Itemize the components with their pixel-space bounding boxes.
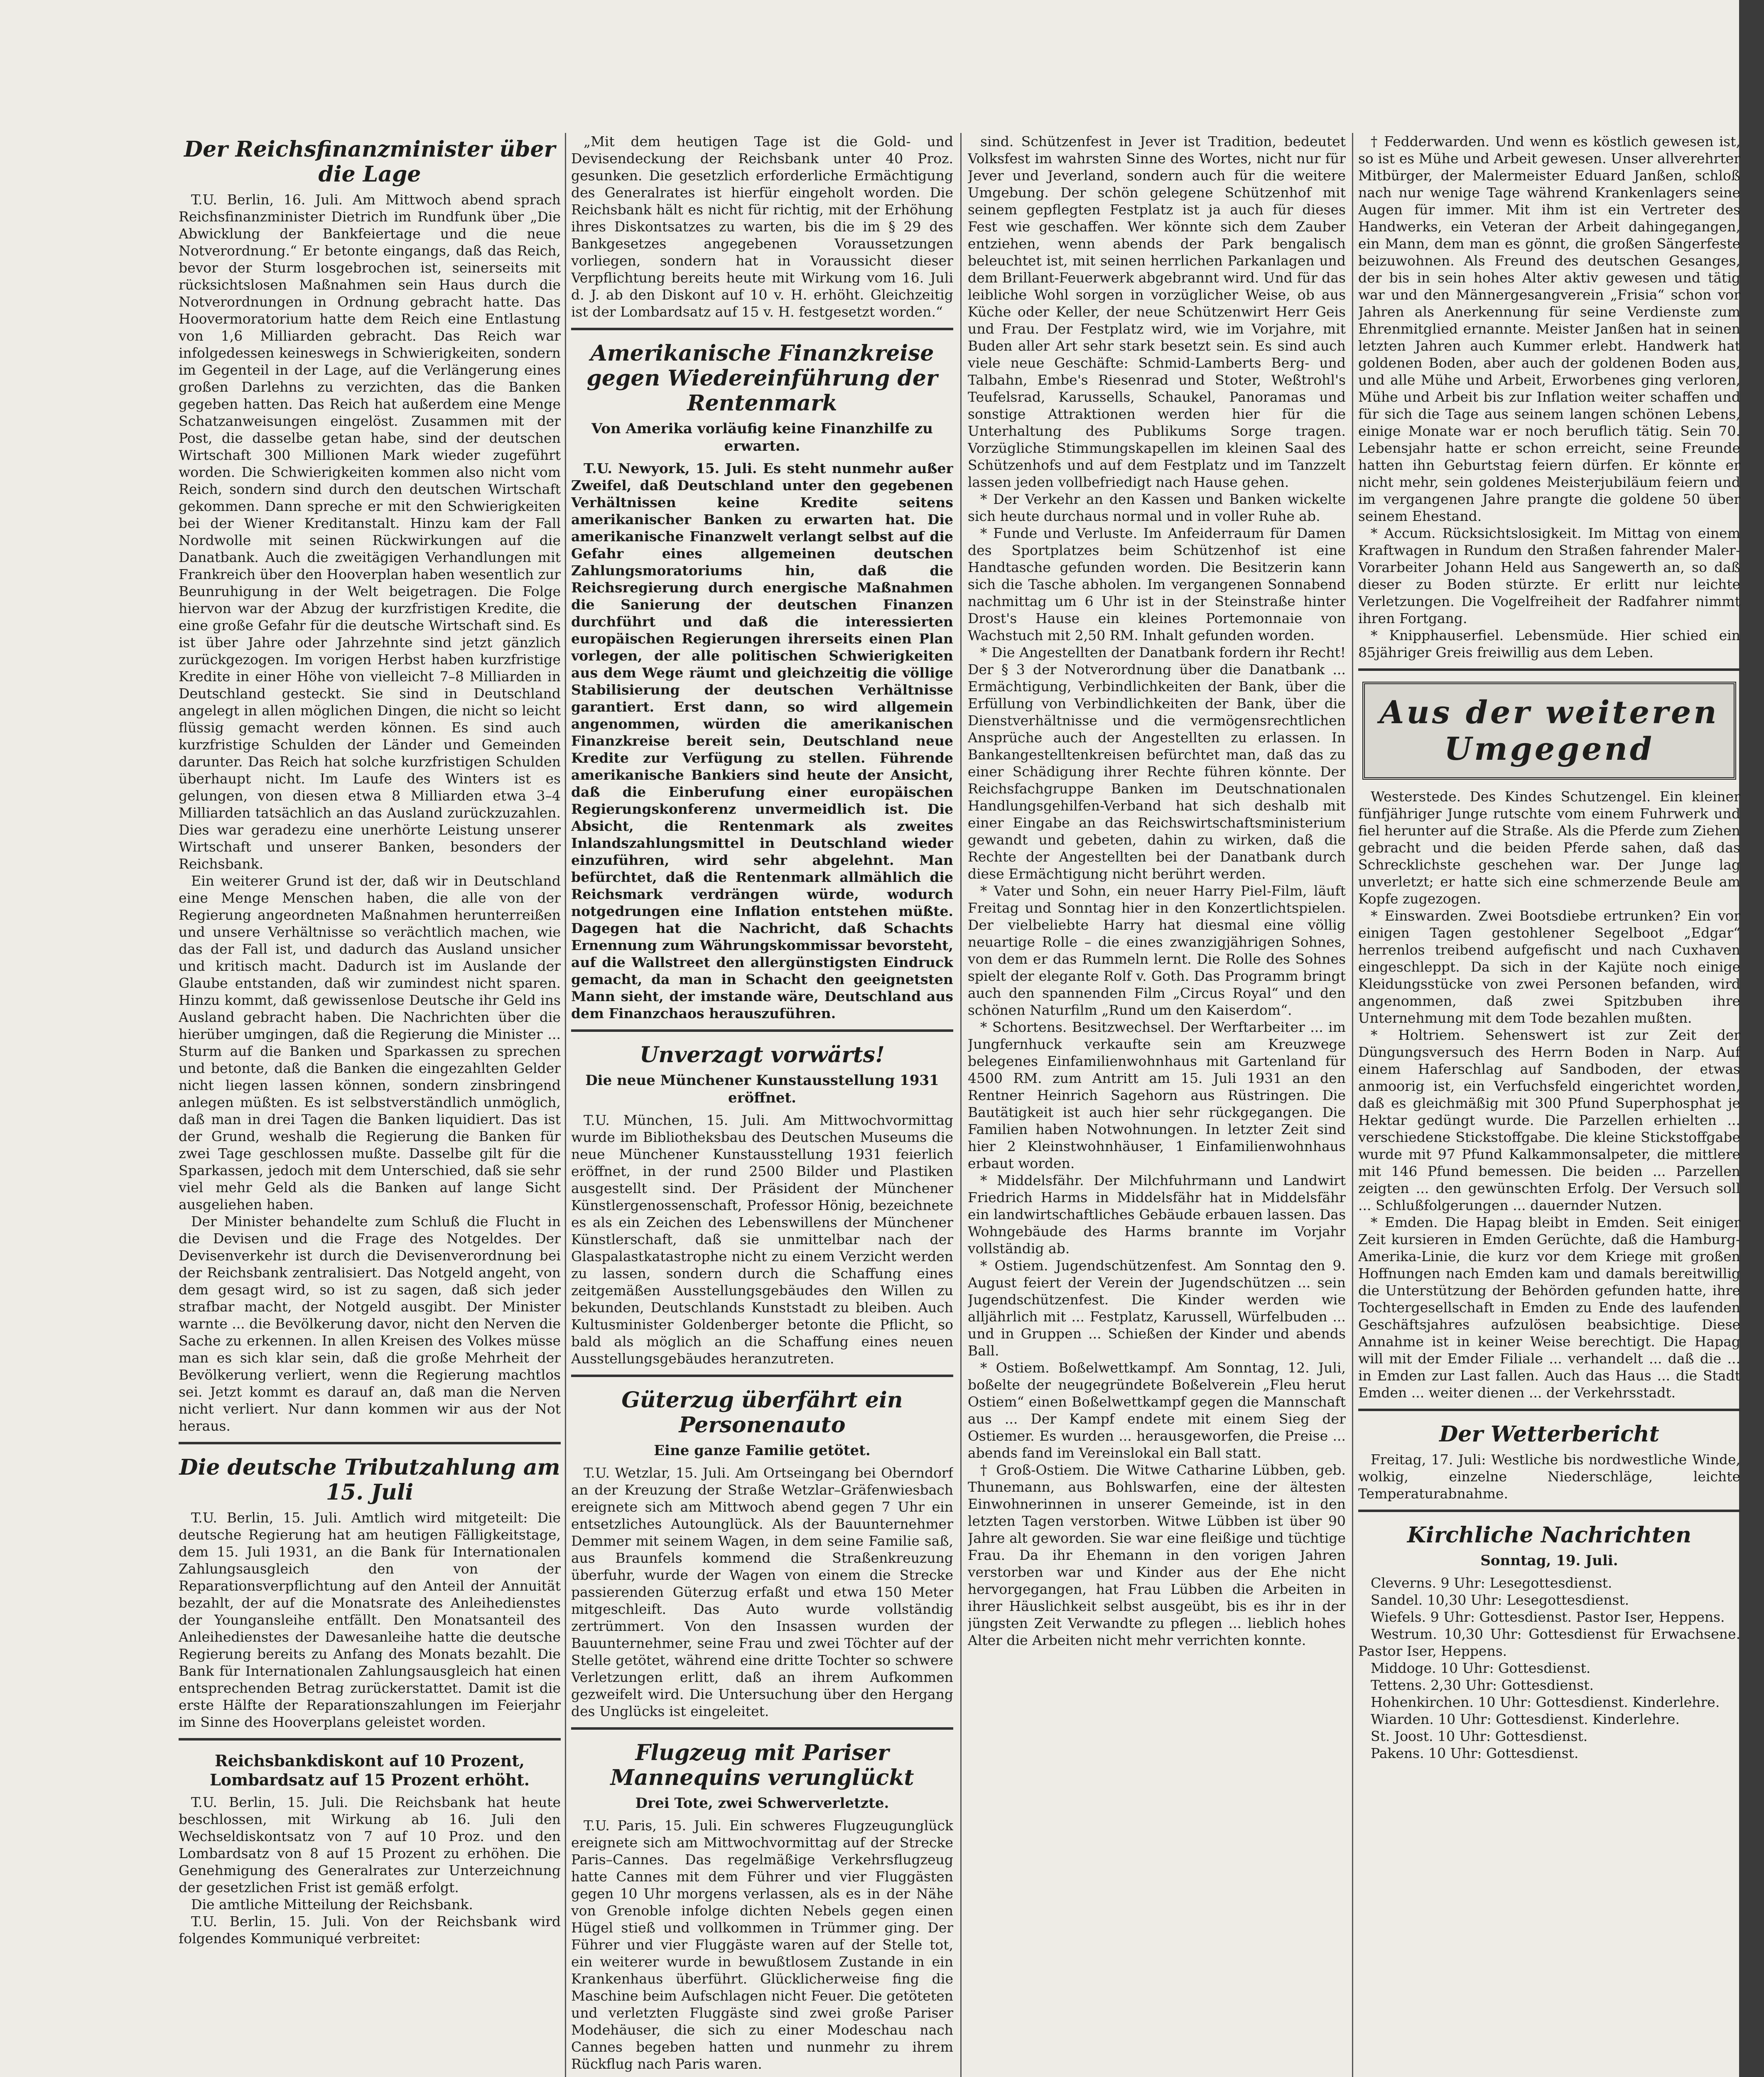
headline: Der Wetterbericht	[1439, 1421, 1659, 1447]
article-divider	[571, 1029, 953, 1032]
column-rule	[565, 133, 566, 2077]
paragraph: sind. Schützenfest in Jever ist Tradition, bedeutet Volksfest im wahrsten Sinne des Wortes, nicht nur für Jever und Jeverland, sondern auch für die weitere Umgebung. Der schön gelegene Schützenhof mit seinem gepflegten Festplatz ist ja auch für dieses Fest wie geschaffen. Wer könnte sich dem Zauber entziehen, wenn abends der Park bengalisch beleuchtet ist, mit seinen herrlichen Parkanlagen und dem Brillant-Feuerwerk abgebrannt wird. Und für das leibliche Wohl sorgen in vorzüglicher Weise, ob aus Küche oder Keller, der neue Schützenwirt Herr Geis und Frau. Der Festplatz wird, wie im Vorjahre, mit Buden aller Art sehr stark besetzt sein. Es sind auch viele neue Geschäfte: Schmid-Lamberts Berg- und Talbahn, Embe's Riesenrad und Stoter, Weßtrohl's Teufelsrad, Karussells, Schaukel, Panoramas und sonstige Attraktionen werden hier für die Unterhaltung des Publikums Sorge tragen. Vorzügliche Stimmungskapellen im kleinen Saal des Schützenhofs und auf dem Festplatz und im Tanzzelt lassen jeden vollbefriedigt nach Hause gehen.	[968, 133, 1346, 490]
column-2	[571, 133, 953, 2077]
paragraph: T.U. Newyork, 15. Juli. Es steht nunmehr außer Zweifel, daß Deutschland unter den gegebenen Verhältnissen keine Kredite seitens amerikanischer Banken zu erwarten hat. Die amerikanische Finanzwelt verlangt selbst auf die Gefahr eines allgemeinen deutschen Zahlungsmoratoriums hin, daß die Reichsregierung durch energische Maßnahmen die Sanierung der deutschen Finanzen durchführt und daß die interessierten europäischen Regierungen ihrerseits einen Plan vorlegen, der alle politischen Schwierigkeiten aus dem Wege räumt und gleichzeitig die völlige Stabilisierung der deutschen Verhältnisse garantiert. Erst dann, so wird allgemein angenommen, würden die amerikanischen Finanzkreise bereit sein, Deutschland neue Kredite zur Verfügung zu stellen. Führende amerikanische Bankiers sind heute der Ansicht, daß die Einberufung einer europäischen Regierungskonferenz unvermeidlich ist. Die Absicht, die Rentenmark als zweites Inlandszahlungsmittel in Deutschland wieder einzuführen, wird sehr abgelehnt. Man befürchtet, daß die Rentenmark allmählich die Reichsmark verdrängen würde, wodurch notgedrungen eine Inflation entstehen müßte. Dagegen hat die Nachricht, daß Schachts Ernennung zum Währungskommissar bevorsteht, auf die Wallstreet den allergünstigsten Eindruck gemacht, da man in Schacht den geeignetsten Mann sieht, der imstande wäre, Deutschland aus dem Finanzchaos herauszuführen.	[571, 460, 953, 1021]
column-rule	[960, 133, 962, 2077]
article	[1358, 133, 1740, 671]
subheadline: Sonntag, 19. Juli.	[1480, 1552, 1618, 1569]
paragraph: T.U. Berlin, 15. Juli. Amtlich wird mitgeteilt: Die deutsche Regierung hat am heutigen Fälligkeitstage, dem 15. Juli 1931, an die Bank für Internationalen Zahlungsausgleich den von der Reparationsverpflichtung auf den Anteil der Annuität bezahlt, der auf die Monatsrate des Anleihedienstes der Youngansleihe entfällt. Den Monatsanteil des Anleihedienstes der Dawesanleihe hatte die deutsche Regierung bereits zu Anfang des Monats bezahlt. Die Bank für Internationalen Zahlungsausgleich hat einen entsprechenden Betrag zurückerstattet. Damit ist die erste Hälfte der Reparationszahlungen im Feierjahr im Sinne des Hooverplans geleistet worden.	[179, 1510, 561, 1730]
article	[179, 1455, 561, 1741]
paragraph: * Holtriem. Sehenswert ist zur Zeit der Düngungsversuch des Herrn Boden in Narp. Auf einem Haferschlag auf Sandboden, der etwas anmoorig ist, ein Verfuchsfeld eingerichtet worden, daß es gleichmäßig mit 300 Pfund Superphosphat je Hektar gedüngt wurde. Die Parzellen erhielten ... verschiedene Stickstoffgabe. Die kleine Stickstoffgabe wurde mit 97 Pfund Kalkammonsalpeter, die mittlere mit 146 Pfund bemessen. Die beiden ... Parzellen zeigten ... den gewünschten Erfolg. Der Versuch soll ... Schlußfolgerungen ... dauernder Nutzen.	[1358, 1027, 1740, 1213]
article	[179, 137, 561, 1444]
article-divider	[1358, 668, 1740, 671]
paragraph: * Middelsfähr. Der Milchfuhrmann und Landwirt Friedrich Harms in Middelsfähr hat in Middelsfähr ein landwirtschaftliches Gebäude erbauen lassen. Das Wohngebäude des Harms brannte im Vorjahr vollständig ab.	[968, 1172, 1346, 1257]
article	[571, 1741, 953, 2077]
paragraph: T.U. Berlin, 16. Juli. Am Mittwoch abend sprach Reichsfinanzminister Dietrich im Rundfunk über „Die Abwicklung der Bankfeiertage und die neue Notverordnung.“ Er betonte eingangs, daß das Reich, bevor der Sturm losgebrochen ist, seinerseits mit rücksichtslosen Maßnahmen sein Haus durch die Notverordnungen in Ordnung gebracht hatte. Das Hoovermoratorium hatte dem Reich eine Entlastung von 1,6 Milliarden gebracht. Das Reich war infolgedessen keineswegs in Schwierigkeiten, sondern im Gegenteil in der Lage, auf die Verlängerung eines großen Darlehns zu verzichten, das die Banken gegeben hatten. Das Reich hat außerdem eine Menge Schatzanweisungen eingelöst. Zusammen mit der Post, die dasselbe getan habe, sind der deutschen Wirtschaft 300 Millionen Mark wieder zugeführt worden. Die Schwierigkeiten kommen also nicht vom Reich, sondern sind durch den deutschen Wirtschaft gekommen. Dann spreche er mit den Schwierigkeiten bei der Wiener Kreditanstalt. Hinzu kam der Fall Nordwolle mit seinen Rückwirkungen auf die Danatbank. Auch die zweitägigen Verhandlungen mit Frankreich über den Hooverplan haben wesentlich zur Beunruhigung in der Welt beigetragen. Die Folge hiervon war der Abzug der kurzfristigen Kredite, die eine große Gefahr für die deutsche Wirtschaft sind. Es ist über Jahre oder Jahrzehnte sind jetzt gänzlich zurückgezogen. Im vorigen Herbst haben kurzfristige Kredite in einer Höhe von vielleicht 7–8 Milliarden in Deutschland gesteckt. Sie sind in Deutschland angelegt in allen möglichen Dingen, die nicht so leicht flüssig gemacht werden können. Es sind auch kurzfristige Schulden der Länder und Gemeinden darunter. Das Reich hat solche kurzfristigen Schulden überhaupt nicht. Im Laufe des Winters ist es gelungen, von diesen etwa 8 Milliarden etwa 3–4 Milliarden tatsächlich an das Ausland zurückzuzahlen. Dies war geradezu eine unerhörte Leistung unserer Wirtschaft und unserer Banken, besonders der Reichsbank.	[179, 191, 561, 872]
paragraph: Ein weiterer Grund ist der, daß wir in Deutschland eine Menge Menschen haben, die alle von der Regierung angeordneten Maßnahmen herunterreißen und unsere Verhältnisse so verächtlich machen, wie das der Fall ist, und dadurch das Ausland unsicher und kritisch macht. Dadurch ist im Auslande der Glaube entstanden, daß wir zumindest nicht sparen. Hinzu kommt, daß gewissenlose Deutsche ihr Geld ins Ausland gebracht haben. Die Nachrichten über die hierüber umgingen, daß die Regierung die Minister ... Sturm auf die Banken und Sparkassen zu sprechen und betonte, daß die Banken die eingezahlten Gelder nicht liegen lassen können, sondern zinsbringend anlegen müßten. Es ist selbstverständlich unmöglich, daß man in drei Tagen die Banken liquidiert. Das ist der Grund, weshalb die Regierung die Banken für zwei Tage geschlossen mußte. Dasselbe gilt für die Sparkassen, jedoch mit dem Unterschied, daß sie sehr viel mehr Geld als die Banken auf lange Sicht ausgeliehen haben.	[179, 873, 561, 1213]
paragraph: Westerstede. Des Kindes Schutzengel. Ein kleiner fünfjähriger Junge rutschte vom einem Fuhrwerk und fiel herunter auf die Straße. Als die Pferde zum Ziehen gebracht und die beiden Pferde sahen, daß das Schrecklichste geschehen war. Der Junge lag unverletzt; er hatte sich eine schmerzende Beule am Kopfe zugezogen.	[1358, 788, 1740, 907]
section-header: Aus der weiteren Umgegend	[1362, 682, 1736, 780]
article-divider	[179, 1738, 561, 1741]
article	[571, 341, 953, 1032]
article-divider	[571, 1727, 953, 1730]
paragraph: † Fedderwarden. Und wenn es köstlich gewesen ist, so ist es Mühe und Arbeit gewesen. Unser allverehrter Mitbürger, der Malermeister Eduard Janßen, schloß nach nur wenige Tage während Krankenlagers seine Augen für immer. Mit ihm ist ein Vertreter des Handwerks, ein Veteran der Arbeit dahingegangen, ein Mann, dem man es gönnt, die großen Sängerfeste beizuwohnen. Als Freund des deutschen Gesanges, der bis in sein hohes Alter aktiv gewesen und tätig war und den Männergesangverein „Frisia“ schon vor Jahren als Anerkennung für seine Verdienste zum Ehrenmitglied ernannte. Meister Janßen hat in seinen letzten Jahren auch Kummer erlebt. Handwerk hat goldenen Boden, aber auch der goldenen Boden aus, und alle Mühe und Arbeit, Erworbenes ging verloren, Mühe und Arbeit bis zur Inflation weiter schaffen und für sich die Tage aus seinem langen schönen Lebens, einige Monate war er noch beruflich tätig. Sein 70. Lebensjahr hatte er schon erreicht, seine Freunde hatten ihn Geburtstag feiern dürfen. Er könnte er nicht mehr, sein goldenes Meisterjubiläum feiern und im vergangenen Jahre prangte die goldene 50 über seinem Ehestand.	[1358, 133, 1740, 524]
paragraph: St. Joost. 10 Uhr: Gottesdienst.	[1371, 1728, 1588, 1744]
paragraph: * Die Angestellten der Danatbank fordern ihr Recht! Der § 3 der Notverordnung über die Danatbank ... Ermächtigung, Verbindlichkeiten der Bank, über die Erfüllung von Verbindlichkeiten der Bank, über die Dienstverhältnisse und die vermögensrechtlichen Ansprüche auch der Angestellten zu erlassen. In Bankangestelltenkreisen befürchtet man, daß das zu einer Schädigung ihrer Rechte führen könnte. Der Reichsfachgruppe Banken im Deutschnationalen Handlungsgehilfen-Verband hat sich deshalb mit einer Eingabe an das Reichswirtschaftsministerium gewandt und gebeten, dahin zu wirken, daß die Rechte der Angestellten bei der Danatbank durch diese Ermächtigung nicht berührt werden.	[968, 644, 1346, 882]
paragraph: Wiarden. 10 Uhr: Gottesdienst. Kinderlehre.	[1371, 1711, 1680, 1727]
paragraph: * Ostiem. Boßelwettkampf. Am Sonntag, 12. Juli, boßelte der neugegründete Boßelverein „Fleu herut Ostiem“ einen Boßelwettkampf gegen die Mannschaft aus ... Der Kampf endete mit einem Sieg der Ostiemer. Es wurden ... herausgeworfen, die Preise ... abends fand im Vereinslokal ein Ball statt.	[968, 1360, 1346, 1461]
paragraph: * Accum. Rücksichtslosigkeit. Im Mittag von einem Kraftwagen in Rundum den Straßen fahrender Maler-Vorarbeiter Johann Held aus Sangewerth an, so daß dieser zu Boden stürzte. Er erlitt nur leichte Verletzungen. Die Vogelfreiheit der Radfahrer nimmt ihren Fortgang.	[1358, 525, 1740, 626]
article	[571, 1043, 953, 1377]
paragraph: Der Minister behandelte zum Schluß die Flucht in die Devisen und die Frage des Notgeldes. Der Devisenverkehr ist durch die Devisenverordnung bei der Reichsbank zentralisiert. Das Notgeld angeht, von dem gesagt wird, so ist zu sagen, daß sich jeder strafbar macht, der Notgeld ausgibt. Der Minister warnte ... die Bevölkerung davor, nicht den Nerven die Sache zu erkennen. In allen Kreisen des Volkes müsse man es sich klar sein, daß die große Mehrheit der Bevölkerung verliert, wenn die Regierung machtlos sei. Jetzt kommt es darauf an, daß man die Nerven nicht verliert. Nur dann kommen wir aus der Not heraus.	[179, 1213, 561, 1434]
paragraph: Middoge. 10 Uhr: Gottesdienst.	[1371, 1660, 1591, 1676]
paragraph: * Knipphauserfiel. Lebensmüde. Hier schied ein 85jähriger Greis freiwillig aus dem Leben.	[1358, 627, 1740, 660]
paragraph: Westrum. 10,30 Uhr: Gottesdienst für Erwachsene. Pastor Iser, Heppens.	[1358, 1626, 1740, 1659]
article	[968, 133, 1346, 1649]
headline: Flugzeug mit Pariser Mannequins verunglückt	[610, 1740, 914, 1790]
paragraph: * Emden. Die Hapag bleibt in Emden. Seit einiger Zeit kursieren in Emden Gerüchte, daß die Hamburg-Amerika-Linie, die kurz vor dem Kriege mit großen Hoffnungen nach Emden kam und damals bereitwillig die Unterstützung der Behörden gefunden hatte, ihre Tochtergesellschaft in Emden zu Ende des laufenden Geschäftsjahres aufzulösen beabsichtige. Diese Annahme ist in keiner Weise berechtigt. Die Hapag will mit der Emder Filiale ... verhandelt ... daß die ... in Emden zur Last fallen. Auch das Haus ... die Stadt Emden ... weiter dienen ... der Verkehrsstadt.	[1358, 1214, 1740, 1401]
article	[1358, 682, 1740, 1411]
paragraph: Pakens. 10 Uhr: Gottesdienst.	[1371, 1745, 1579, 1761]
article-divider	[1358, 1510, 1740, 1512]
column-rule	[1352, 133, 1353, 2077]
paragraph: * Einswarden. Zwei Bootsdiebe ertrunken? Ein vor einigen Tagen gestohlener Segelboot „Edgar“ herrenlos treibend aufgefischt und nach Cuxhaven eingeschleppt. Da sich in der Kajüte noch einige Kleidungsstücke von zwei Personen befanden, wird angenommen, daß zwei Spitzbuben ihre Unternehmung mit dem Tode bezahlen mußten.	[1358, 908, 1740, 1026]
paragraph: * Der Verkehr an den Kassen und Banken wickelte sich heute durchaus normal und in voller Ruhe ab.	[968, 491, 1346, 524]
column-4	[1358, 133, 1740, 2077]
paragraph: T.U. Wetzlar, 15. Juli. Am Ortseingang bei Oberndorf an der Kreuzung der Straße Wetzlar–Gräfenwiesbach ereignete sich am Mittwoch abend gegen 7 Uhr ein entsetzliches Autounglück. Als der Bauunternehmer Demmer mit seinem Wagen, in dem seine Familie saß, aus Braunfels kommend die Straßenkreuzung überfuhr, wurde der Wagen von einem die Strecke passierenden Güterzug erfaßt und etwa 150 Meter mitgeschleift. Das Auto wurde vollständig zertrümmert. Von den Insassen wurden der Bauunternehmer, seine Frau und zwei Töchter auf der Stelle getötet, während eine dritte Tochter so schwere Verletzungen erlitt, daß an ihrem Aufkommen gezweifelt wird. Die Untersuchung über den Hergang des Unglücks ist eingeleitet.	[571, 1465, 953, 1719]
article-divider	[571, 328, 953, 330]
paragraph: * Funde und Verluste. Im Anfeiderraum für Damen des Sportplatzes beim Schützenhof ist eine Handtasche gefunden worden. Die Besitzerin kann sich die Tasche abholen. Im vergangenen Sonnabend nachmittag um 6 Uhr ist in der Steinstraße hinter Drost's Hause ein kleines Portemonnaie von Wachstuch mit 2,50 RM. Inhalt gefunden worden.	[968, 525, 1346, 643]
column-1	[179, 133, 561, 2077]
headline: Güterzug überfährt ein Personenauto	[621, 1387, 903, 1438]
paragraph: T.U. Paris, 15. Juli. Ein schweres Flugzeugunglück ereignete sich am Mittwochvormittag auf der Strecke Paris–Cannes. Das regelmäßige Verkehrsflugzeug hatte Cannes mit dem Führer und vier Fluggästen gegen 10 Uhr morgens verlassen, als es in der Nähe von Grenoble infolge dichten Nebels gegen einen Hügel stieß und vollkommen in Trümmer ging. Der Führer und vier Fluggäste waren auf der Stelle tot, ein weiterer wurde in bewußtlosem Zustande in ein Krankenhaus überführt. Glücklicherweise fing die Maschine beim Aufschlagen nicht Feuer. Die getöteten und verletzten Fluggäste sind zwei große Pariser Modehäuser, die sich zu einer Modeschau nach Cannes begeben hatten und nunmehr zu ihrem Rückflug nach Paris waren.	[571, 1817, 953, 2072]
subheadline: Die neue Münchener Kunstausstellung 1931 eröffnet.	[585, 1072, 939, 1106]
headline: Amerikanische Finanzkreise gegen Wiedereinführung der Rentenmark	[586, 341, 938, 416]
subheadline: Von Amerika vorläufig keine Finanzhilfe zu erwarten.	[591, 420, 933, 454]
paragraph: T.U. Berlin, 15. Juli. Die Reichsbank hat heute beschlossen, mit Wirkung ab 16. Juli den Wechseldiskontsatz von 7 auf 10 Proz. und den Lombardsatz von 8 auf 15 Prozent zu erhöhen. Die Genehmigung des Generalrates zur Unterzeichnung der gesetzlichen Frist ist gemäß erfolgt.	[179, 1794, 561, 1895]
paragraph: T.U. Berlin, 15. Juli. Von der Reichsbank wird folgendes Kommuniqué verbreitet:	[179, 1913, 561, 1947]
page-edge	[1739, 0, 1764, 2077]
article-divider	[179, 1442, 561, 1444]
article-divider	[571, 1375, 953, 1377]
headline: Reichsbankdiskont auf 10 Prozent, Lombardsatz auf 15 Prozent erhöht.	[209, 1751, 530, 1789]
paragraph: Die amtliche Mitteilung der Reichsbank.	[191, 1896, 473, 1913]
paragraph: † Groß-Ostiem. Die Witwe Catharine Lübben, geb. Thunemann, aus Bohlswarfen, eine der ältesten Einwohnerinnen in unserer Gemeinde, ist in den letzten Tagen verstorben. Witwe Lübben ist über 90 Jahre alt geworden. Sie war eine fleißige und tüchtige Frau. Da ihr Ehemann in den vorigen Jahren verstorben war und Kinder aus der Ehe nicht hervorgegangen, hat Frau Lübben die Arbeiten in ihrer Häuslichkeit selbst ausgeübt, bis es ihr in der jüngsten Zeit Verwandte zu pflegen ... lieblich hohes Alter die Arbeiten nicht mehr verrichten konnte.	[968, 1462, 1346, 1648]
paragraph: * Schortens. Besitzwechsel. Der Werftarbeiter ... im Jungfernhuck verkaufte sein am Kreuzwege belegenes Einfamilienwohnhaus mit Gartenland für 4500 RM. zum Antritt am 15. Juli 1931 an den Rentner Heinrich Sagehorn aus Rüstringen. Die Bautätigkeit ist auch hier sehr rückgegangen. Die Familien haben Notwohnungen. In letzter Zeit sind hier 2 Kleinstwohnhäuser, 1 Einfamilienwohnhaus erbaut worden.	[968, 1019, 1346, 1171]
headline: Der Reichsfinanzminister über die Lage	[184, 137, 555, 187]
headline: Unverzagt vorwärts!	[640, 1042, 885, 1068]
headline: Kirchliche Nachrichten	[1407, 1522, 1692, 1548]
paragraph: Tettens. 2,30 Uhr: Gottesdienst.	[1371, 1677, 1594, 1693]
column-3	[968, 133, 1346, 2077]
paragraph: * Vater und Sohn, ein neuer Harry Piel-Film, läuft Freitag und Sonntag hier in den Konzertlichtspielen. Der vielbeliebte Harry hat diesmal eine völlig neuartige Rolle – die eines zwanzigjährigen Sohnes, von dem er das Rummeln lernt. Die Rolle des Sohnes spielt der elegante Rolf v. Goth. Das Programm bringt auch den spannenden Film „Circus Royal“ und den schönen Naturfilm „Rund um den Kaiserdom“.	[968, 883, 1346, 1018]
paragraph: Freitag, 17. Juli: Westliche bis nordwestliche Winde, wolkig, einzelne Niederschläge, leichte Temperaturabnahme.	[1358, 1451, 1740, 1502]
article	[1358, 1422, 1740, 1512]
paragraph: Sandel. 10,30 Uhr: Lesegottesdienst.	[1371, 1592, 1629, 1608]
paragraph: „Mit dem heutigen Tage ist die Gold- und Devisendeckung der Reichsbank unter 40 Proz. gesunken. Die gesetzlich erforderliche Ermächtigung des Generalrates ist hierfür eingeholt worden. Die Reichsbank hält es nicht für richtig, mit der Erhöhung ihres Diskontsatzes zu warten, bis die im § 29 des Bankgesetzes angegebenen Voraussetzungen vorliegen, sondern hat in Voraussicht dieser Verpflichtung bereits heute mit Wirkung vom 16. Juli d. J. ab den Diskont auf 10 v. H. erhöht. Gleichzeitig ist der Lombardsatz auf 15 v. H. festgesetzt worden.“	[571, 133, 953, 320]
article-divider	[1358, 1409, 1740, 1411]
article	[179, 1751, 561, 1947]
paragraph: Cleverns. 9 Uhr: Lesegottesdienst.	[1371, 1575, 1612, 1591]
article	[1358, 1523, 1740, 1762]
paragraph: Hohenkirchen. 10 Uhr: Gottesdienst. Kinderlehre.	[1371, 1694, 1720, 1710]
paragraph: T.U. München, 15. Juli. Am Mittwochvormittag wurde im Bibliotheksbau des Deutschen Museums die neue Münchener Kunstausstellung 1931 feierlich eröffnet, in der rund 2500 Bilder und Plastiken ausgestellt sind. Der Präsident der Münchener Künstlergenossenschaft, Professor Hönig, bezeichnete es als ein Zeichen des Lebenswillens der Münchener Künstlerschaft, daß sie unmittelbar nach der Glaspalastkatastrophe nicht zu einem Verzicht werden zu lassen, sondern durch die Schaffung eines zeitgemäßen Ausstellungsgebäudes den Willen zu bekunden, Deutschlands Kunststadt zu bleiben. Auch Kultusminister Goldenberger betonte die Pflicht, so bald als möglich an die Schaffung eines neuen Ausstellungsgebäudes heranzutreten.	[571, 1112, 953, 1367]
paragraph: Wiefels. 9 Uhr: Gottesdienst. Pastor Iser, Heppens.	[1371, 1609, 1725, 1625]
article	[571, 1388, 953, 1730]
article	[571, 133, 953, 330]
subheadline: Drei Tote, zwei Schwerverletzte.	[635, 1795, 889, 1812]
subheadline: Eine ganze Familie getötet.	[654, 1442, 871, 1459]
paragraph: * Ostiem. Jugendschützenfest. Am Sonntag den 9. August feiert der Verein der Jugendschützen ... sein Jugendschützenfest. Die Kinder werden wie alljährlich mit ... Festplatz, Karussell, Würfelbuden ... und in Gruppen ... Schießen der Kinder und abends Ball.	[968, 1257, 1346, 1359]
headline: Die deutsche Tributzahlung am 15. Juli	[179, 1455, 560, 1505]
